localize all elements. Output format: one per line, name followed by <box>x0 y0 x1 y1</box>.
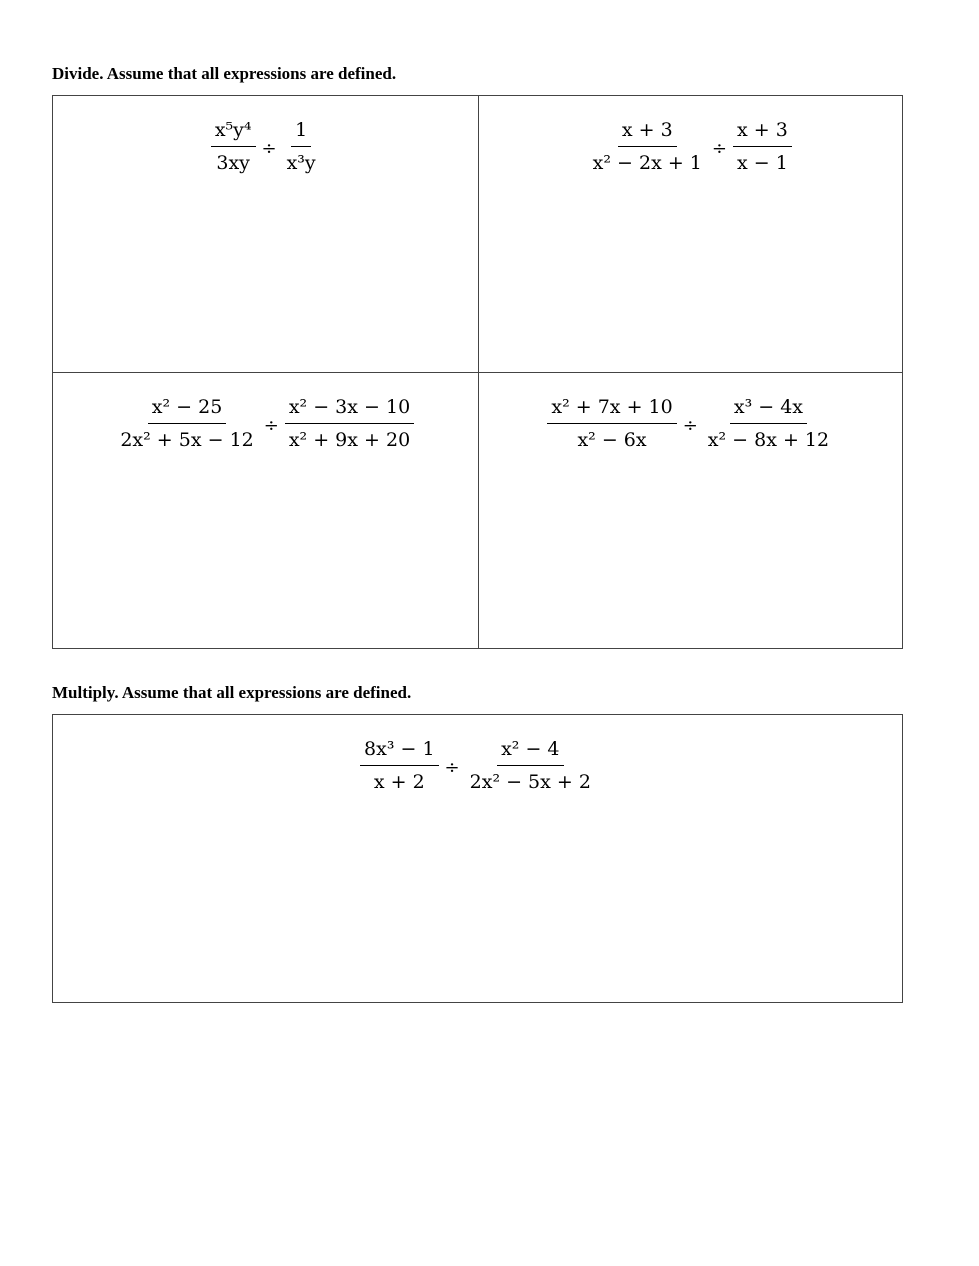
denominator: x² − 6x <box>577 429 647 451</box>
denominator: x − 1 <box>737 152 788 174</box>
rational-expression <box>479 118 903 175</box>
divide-problem-2 <box>478 96 903 372</box>
fraction-right <box>281 118 322 175</box>
rational-expression <box>479 395 903 452</box>
fraction-right <box>731 118 794 175</box>
denominator: x² + 9x + 20 <box>288 429 411 451</box>
rational-expression <box>53 395 478 452</box>
fraction-right <box>702 395 835 452</box>
multiply-section-heading: Multiply. Assume that all expressions are defined. <box>52 683 412 702</box>
fraction-right <box>283 395 416 452</box>
fraction-left <box>587 118 708 175</box>
numerator: x² − 3x − 10 <box>285 395 414 424</box>
divide-problem-grid <box>52 95 903 649</box>
numerator: x² − 4 <box>497 737 563 766</box>
numerator: 1 <box>291 118 311 147</box>
fraction-left <box>114 395 259 452</box>
numerator: x + 3 <box>618 118 677 147</box>
fraction-left <box>358 737 441 794</box>
numerator: 8x³ − 1 <box>360 737 439 766</box>
multiply-problem-1 <box>52 714 903 1003</box>
denominator: 3xy <box>216 152 250 174</box>
division-operator: ÷ <box>682 415 698 436</box>
rational-expression <box>53 118 478 175</box>
numerator: x⁵y⁴ <box>211 118 256 147</box>
numerator: x² + 7x + 10 <box>547 395 676 424</box>
rational-expression <box>53 737 902 794</box>
divide-problem-3 <box>53 372 478 648</box>
numerator: x + 3 <box>733 118 792 147</box>
division-operator: ÷ <box>261 138 277 159</box>
fraction-right <box>464 737 597 794</box>
denominator: x + 2 <box>373 771 425 793</box>
divide-section-heading: Divide. Assume that all expressions are defined. <box>52 64 397 83</box>
denominator: x² − 2x + 1 <box>592 152 702 174</box>
denominator: x² − 8x + 12 <box>707 429 830 451</box>
denominator: 2x² + 5x − 12 <box>120 429 254 451</box>
denominator: x³y <box>286 152 316 174</box>
divide-problem-1 <box>53 96 478 372</box>
division-operator: ÷ <box>263 415 279 436</box>
divide-problem-4 <box>478 372 903 648</box>
fraction-left <box>209 118 258 175</box>
division-operator: ÷ <box>444 757 460 778</box>
division-operator: ÷ <box>711 138 727 159</box>
denominator: 2x² − 5x + 2 <box>469 771 591 793</box>
numerator: x² − 25 <box>148 395 227 424</box>
fraction-left <box>545 395 678 452</box>
numerator: x³ − 4x <box>730 395 807 424</box>
